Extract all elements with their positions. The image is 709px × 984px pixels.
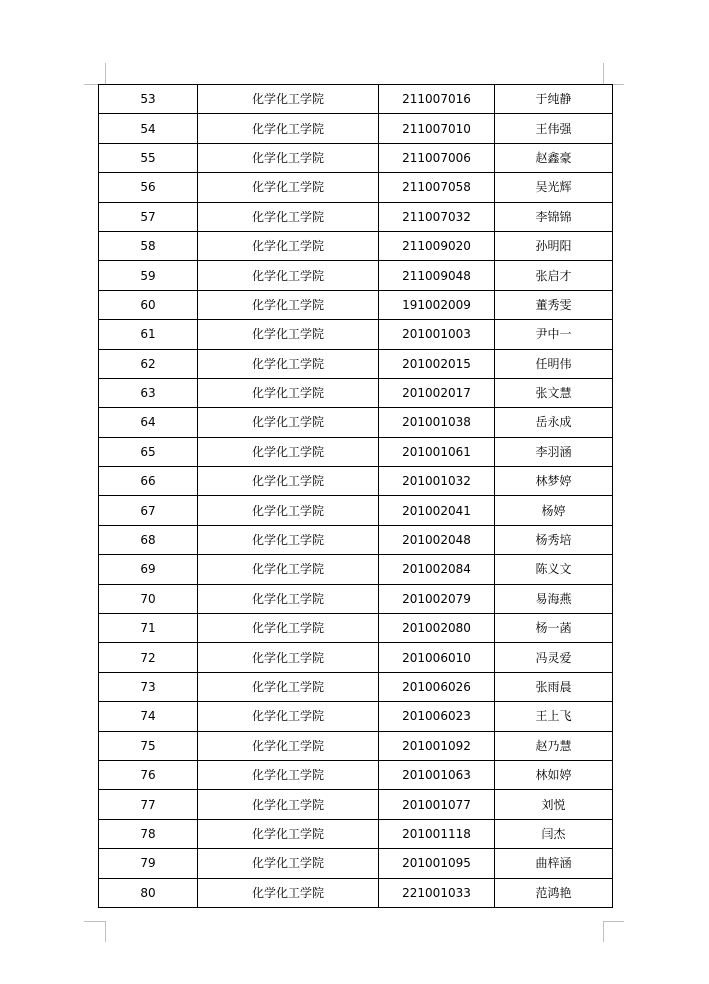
student-name-cell: 张雨晨 xyxy=(495,672,613,701)
table-row xyxy=(99,378,613,407)
student-name-cell: 曲梓涵 xyxy=(495,849,613,878)
student-name-cell: 杨婷 xyxy=(495,496,613,525)
student-name-cell: 林如婷 xyxy=(495,760,613,789)
student-name-cell: 董秀雯 xyxy=(495,290,613,319)
college-cell: 化学化工学院 xyxy=(198,790,379,819)
table-row xyxy=(99,496,613,525)
student-name-cell: 王伟强 xyxy=(495,114,613,143)
college-cell: 化学化工学院 xyxy=(198,525,379,554)
table-row xyxy=(99,672,613,701)
row-number-cell: 79 xyxy=(99,849,198,878)
student-name-cell: 张启才 xyxy=(495,261,613,290)
row-number-cell: 62 xyxy=(99,349,198,378)
row-number-cell: 70 xyxy=(99,584,198,613)
student-name-cell: 刘悦 xyxy=(495,790,613,819)
college-cell: 化学化工学院 xyxy=(198,85,379,114)
table-row xyxy=(99,290,613,319)
table-row xyxy=(99,349,613,378)
student-id-cell: 201002041 xyxy=(379,496,495,525)
student-id-cell: 211007006 xyxy=(379,143,495,172)
student-id-cell: 201002015 xyxy=(379,349,495,378)
college-cell: 化学化工学院 xyxy=(198,261,379,290)
college-cell: 化学化工学院 xyxy=(198,672,379,701)
row-number-cell: 64 xyxy=(99,408,198,437)
student-name-cell: 杨秀培 xyxy=(495,525,613,554)
college-cell: 化学化工学院 xyxy=(198,819,379,848)
student-name-cell: 于纯静 xyxy=(495,85,613,114)
row-number-cell: 80 xyxy=(99,878,198,907)
student-id-cell: 211007032 xyxy=(379,202,495,231)
row-number-cell: 55 xyxy=(99,143,198,172)
table-row xyxy=(99,231,613,260)
college-cell: 化学化工学院 xyxy=(198,173,379,202)
student-id-cell: 201002084 xyxy=(379,555,495,584)
row-number-cell: 71 xyxy=(99,614,198,643)
row-number-cell: 75 xyxy=(99,731,198,760)
student-id-cell: 201006026 xyxy=(379,672,495,701)
crop-mark-bottom-right-horizontal xyxy=(603,921,624,922)
student-name-cell: 李锦锦 xyxy=(495,202,613,231)
row-number-cell: 59 xyxy=(99,261,198,290)
table-row xyxy=(99,437,613,466)
table-row xyxy=(99,467,613,496)
student-name-cell: 尹中一 xyxy=(495,320,613,349)
row-number-cell: 56 xyxy=(99,173,198,202)
table-row xyxy=(99,643,613,672)
student-name-cell: 杨一菡 xyxy=(495,614,613,643)
student-name-cell: 王上飞 xyxy=(495,702,613,731)
student-roster-table xyxy=(98,84,613,908)
row-number-cell: 74 xyxy=(99,702,198,731)
student-id-cell: 211007016 xyxy=(379,85,495,114)
student-name-cell: 范鸿艳 xyxy=(495,878,613,907)
student-id-cell: 201001003 xyxy=(379,320,495,349)
row-number-cell: 69 xyxy=(99,555,198,584)
row-number-cell: 58 xyxy=(99,231,198,260)
student-id-cell: 201001038 xyxy=(379,408,495,437)
table-row xyxy=(99,878,613,907)
college-cell: 化学化工学院 xyxy=(198,878,379,907)
row-number-cell: 65 xyxy=(99,437,198,466)
student-roster-body xyxy=(99,85,613,908)
student-id-cell: 221001033 xyxy=(379,878,495,907)
student-name-cell: 岳永成 xyxy=(495,408,613,437)
crop-mark-bottom-left-vertical xyxy=(105,921,106,942)
student-id-cell: 211007058 xyxy=(379,173,495,202)
row-number-cell: 78 xyxy=(99,819,198,848)
row-number-cell: 72 xyxy=(99,643,198,672)
college-cell: 化学化工学院 xyxy=(198,643,379,672)
table-row xyxy=(99,555,613,584)
student-name-cell: 孙明阳 xyxy=(495,231,613,260)
row-number-cell: 57 xyxy=(99,202,198,231)
student-id-cell: 201001118 xyxy=(379,819,495,848)
table-row xyxy=(99,143,613,172)
crop-mark-top-right-vertical xyxy=(603,63,604,84)
table-row xyxy=(99,320,613,349)
table-row xyxy=(99,614,613,643)
student-id-cell: 201001077 xyxy=(379,790,495,819)
row-number-cell: 68 xyxy=(99,525,198,554)
student-id-cell: 201001092 xyxy=(379,731,495,760)
student-id-cell: 211007010 xyxy=(379,114,495,143)
table-row xyxy=(99,849,613,878)
student-name-cell: 张文慧 xyxy=(495,378,613,407)
table-row xyxy=(99,702,613,731)
student-name-cell: 林梦婷 xyxy=(495,467,613,496)
table-row xyxy=(99,114,613,143)
student-id-cell: 201002079 xyxy=(379,584,495,613)
college-cell: 化学化工学院 xyxy=(198,202,379,231)
student-id-cell: 201001061 xyxy=(379,437,495,466)
table-row xyxy=(99,525,613,554)
college-cell: 化学化工学院 xyxy=(198,290,379,319)
student-name-cell: 李羽涵 xyxy=(495,437,613,466)
row-number-cell: 67 xyxy=(99,496,198,525)
student-id-cell: 201006023 xyxy=(379,702,495,731)
college-cell: 化学化工学院 xyxy=(198,467,379,496)
college-cell: 化学化工学院 xyxy=(198,849,379,878)
college-cell: 化学化工学院 xyxy=(198,349,379,378)
student-id-cell: 211009020 xyxy=(379,231,495,260)
college-cell: 化学化工学院 xyxy=(198,731,379,760)
student-name-cell: 闫杰 xyxy=(495,819,613,848)
table-row xyxy=(99,173,613,202)
student-id-cell: 201002080 xyxy=(379,614,495,643)
student-name-cell: 赵鑫豪 xyxy=(495,143,613,172)
row-number-cell: 63 xyxy=(99,378,198,407)
student-id-cell: 201001032 xyxy=(379,467,495,496)
student-id-cell: 191002009 xyxy=(379,290,495,319)
student-id-cell: 201002048 xyxy=(379,525,495,554)
college-cell: 化学化工学院 xyxy=(198,378,379,407)
table-row xyxy=(99,85,613,114)
college-cell: 化学化工学院 xyxy=(198,760,379,789)
row-number-cell: 76 xyxy=(99,760,198,789)
college-cell: 化学化工学院 xyxy=(198,702,379,731)
student-id-cell: 201002017 xyxy=(379,378,495,407)
row-number-cell: 77 xyxy=(99,790,198,819)
table-row xyxy=(99,202,613,231)
college-cell: 化学化工学院 xyxy=(198,496,379,525)
table-row xyxy=(99,731,613,760)
student-name-cell: 冯灵爱 xyxy=(495,643,613,672)
table-row xyxy=(99,790,613,819)
college-cell: 化学化工学院 xyxy=(198,408,379,437)
table-row xyxy=(99,819,613,848)
college-cell: 化学化工学院 xyxy=(198,555,379,584)
college-cell: 化学化工学院 xyxy=(198,231,379,260)
row-number-cell: 66 xyxy=(99,467,198,496)
student-name-cell: 陈义文 xyxy=(495,555,613,584)
college-cell: 化学化工学院 xyxy=(198,437,379,466)
student-name-cell: 任明伟 xyxy=(495,349,613,378)
row-number-cell: 54 xyxy=(99,114,198,143)
student-id-cell: 201001063 xyxy=(379,760,495,789)
table-row xyxy=(99,760,613,789)
student-id-cell: 201001095 xyxy=(379,849,495,878)
row-number-cell: 60 xyxy=(99,290,198,319)
college-cell: 化学化工学院 xyxy=(198,584,379,613)
table-row xyxy=(99,408,613,437)
table-row xyxy=(99,584,613,613)
student-name-cell: 吴光辉 xyxy=(495,173,613,202)
row-number-cell: 73 xyxy=(99,672,198,701)
table-row xyxy=(99,261,613,290)
college-cell: 化学化工学院 xyxy=(198,114,379,143)
row-number-cell: 53 xyxy=(99,85,198,114)
student-id-cell: 201006010 xyxy=(379,643,495,672)
student-name-cell: 易海燕 xyxy=(495,584,613,613)
row-number-cell: 61 xyxy=(99,320,198,349)
college-cell: 化学化工学院 xyxy=(198,614,379,643)
crop-mark-bottom-right-vertical xyxy=(603,921,604,942)
crop-mark-top-left-vertical xyxy=(105,63,106,84)
college-cell: 化学化工学院 xyxy=(198,143,379,172)
crop-mark-bottom-left-horizontal xyxy=(84,921,105,922)
student-name-cell: 赵乃慧 xyxy=(495,731,613,760)
college-cell: 化学化工学院 xyxy=(198,320,379,349)
student-id-cell: 211009048 xyxy=(379,261,495,290)
